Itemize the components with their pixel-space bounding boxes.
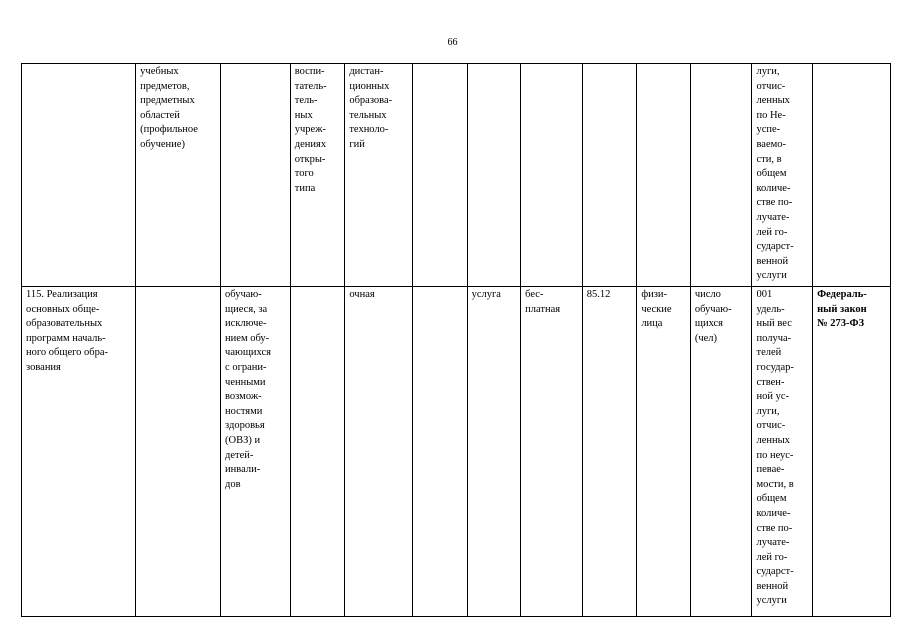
cell-line: лица [641,318,663,330]
cell-line: ный закон [817,303,867,315]
cell-line: стве по- [756,522,793,534]
cell-line: щихся [694,318,724,330]
cell-line: по Не- [756,109,786,121]
cell-line: ных [294,109,313,121]
cell-line: воспи- [294,66,325,77]
table-cell [136,64,221,287]
table-cell [813,287,891,617]
table-cell [521,287,583,617]
cell-line: удель- [756,303,785,315]
table-cell [690,64,752,287]
cell-line: луги, [756,66,780,77]
cell-line: лей го- [756,551,788,563]
cell-line: нием обу- [225,332,270,344]
cell-line: зования [26,361,61,373]
cell-line: сударст- [756,566,794,578]
cell-line: платная [525,303,561,315]
cell-line: ленных [756,95,790,107]
cell-line: Федераль- [817,289,867,300]
cell-line: услуги [756,270,787,282]
table-cell [136,287,221,617]
cell-line: (чел) [694,332,718,344]
cell-line: дистан- [349,66,384,77]
table-cell [22,287,136,617]
cell-line: откры- [294,153,326,165]
table-cell [221,287,291,617]
cell-line: по неус- [756,449,794,461]
cell-line: телей [756,347,782,359]
cell-line: исключе- [225,318,267,330]
cell-line: сударст- [756,241,794,253]
table-cell [813,64,891,287]
cell-line: тель- [294,95,318,107]
cell-line: обучение) [140,138,185,150]
cell-line: ленных [756,434,790,446]
cell-line: венной [756,580,789,592]
cell-line: гий [349,138,365,150]
cell-line: ционных [349,80,390,92]
cell-line: (профильное [140,124,198,136]
cell-line: венной [756,255,789,267]
cell-line: 001 [756,289,773,300]
cell-line: 115. Реализация [26,289,98,300]
cell-line: бес- [525,289,544,300]
cell-line: ной ус- [756,391,790,403]
table-cell [290,287,345,617]
cell-line: отчис- [756,420,786,432]
table-cell [413,64,468,287]
cell-line: услуга [471,289,501,300]
cell-line: обучаю- [225,289,262,300]
table-body [22,64,891,617]
table-cell [582,287,637,617]
cell-line: тельных [349,109,387,121]
cell-line: лучате- [756,211,790,223]
table-cell [637,64,691,287]
cell-line: сти, в [756,153,782,165]
table-cell [413,287,468,617]
cell-line: очная [349,289,375,300]
services-table [21,63,891,617]
cell-line: обучаю- [694,303,732,315]
cell-line: с ограни- [225,361,267,373]
table-row [22,64,891,287]
cell-line: ного общего обра- [26,347,109,359]
cell-line: отчис- [756,80,786,92]
cell-line: учреж- [294,124,326,136]
cell-line: стве по- [756,197,793,209]
cell-line: получа- [756,332,792,344]
cell-line: певае- [756,464,785,476]
cell-line: физи- [641,289,667,300]
cell-line: ваемо- [756,138,787,150]
cell-line: дениях [294,138,327,150]
table-cell [290,64,345,287]
cell-line: луги, [756,405,780,417]
cell-line: областей [140,109,180,121]
cell-line: ченными [225,376,266,388]
cell-line: инвали- [225,464,261,476]
table-cell [467,64,521,287]
cell-line: чающихся [225,347,271,359]
table-cell [221,64,291,287]
cell-line: образова- [349,95,393,107]
cell-line: количе- [756,182,791,194]
cell-line: предметов, [140,80,190,92]
cell-line: успе- [756,124,781,136]
cell-line: возмож- [225,391,262,403]
table-cell [752,287,813,617]
cell-line: того [294,168,314,180]
cell-line: услуги [756,595,787,607]
cell-line: мости, в [756,478,794,490]
cell-line: 85.12 [586,289,611,300]
cell-line: общем [756,168,787,180]
table-cell [467,287,521,617]
cell-line: (ОВЗ) и [225,434,261,446]
cell-line: здоровья [225,420,265,432]
cell-line: число [694,289,721,300]
table-row [22,287,891,617]
cell-line: техноло- [349,124,389,136]
table-cell [582,64,637,287]
cell-line: лучате- [756,537,790,549]
cell-line: лей го- [756,226,788,238]
table-cell [345,287,413,617]
table-cell [22,64,136,287]
table-cell [637,287,691,617]
table-cell [521,64,583,287]
table-cell [345,64,413,287]
table-cell [690,287,752,617]
table-cell [752,64,813,287]
cell-line: татель- [294,80,327,92]
cell-line: количе- [756,507,791,519]
cell-line: общем [756,493,787,505]
cell-line: ческие [641,303,672,315]
cell-line: ностями [225,405,263,417]
cell-line: детей- [225,449,254,461]
page-number: 66 [447,37,458,48]
cell-line: основных обще- [26,303,100,315]
cell-line: учебных [140,66,179,77]
cell-line: образовательных [26,318,103,330]
cell-line: программ началь- [26,332,106,344]
cell-line: предметных [140,95,195,107]
cell-line: государ- [756,361,794,373]
cell-line: ствен- [756,376,785,388]
cell-line: ный вес [756,318,792,330]
cell-line: щиеся, за [225,303,268,315]
cell-line: типа [294,182,316,194]
cell-line: № 273-ФЗ [817,318,865,330]
cell-line: дов [225,478,241,490]
